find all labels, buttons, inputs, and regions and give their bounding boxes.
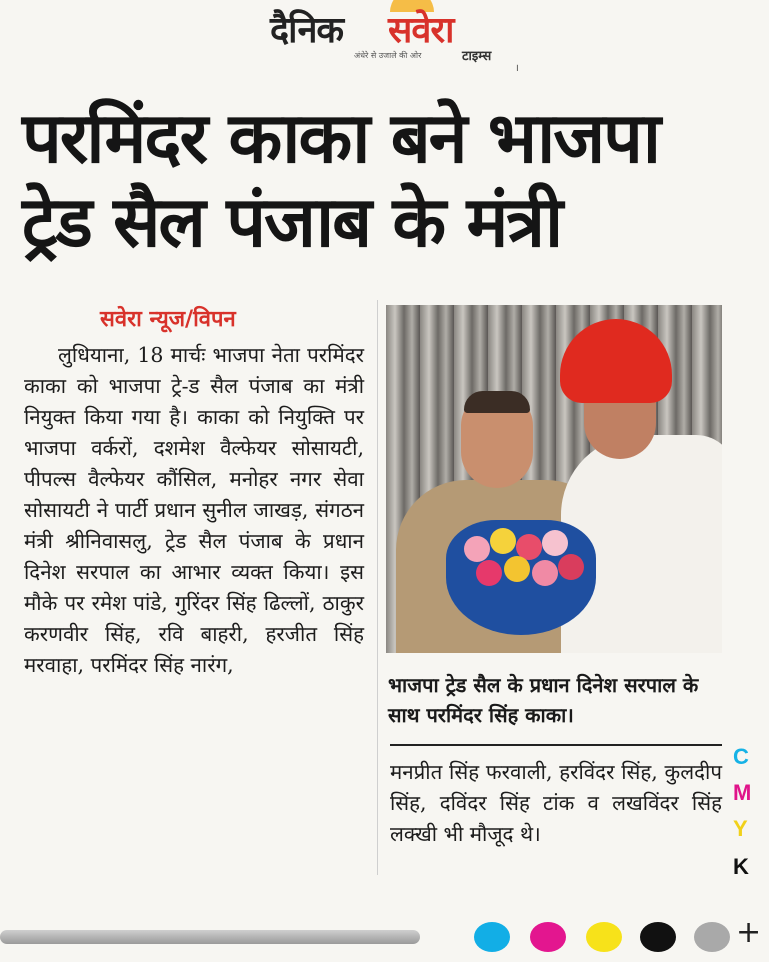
news-photo [386, 305, 722, 653]
grey-print-bar [0, 930, 420, 944]
flower-icon [558, 554, 584, 580]
photo-bouquet [446, 520, 596, 635]
article-paragraph-right: मनप्रीत सिंह फरवाली, हरविंदर सिंह, कुलदीप सिंह, दविंदर सिंह टांक व लखविंदर सिंह लक्खी भी मौजूद थे। [390, 760, 722, 846]
cmyk-mark-y: Y [733, 816, 748, 841]
column-divider [377, 300, 378, 875]
flower-icon [476, 560, 502, 586]
byline: सवेरा न्यूज/विपन [100, 307, 236, 332]
masthead-dainik: दैनिक [270, 10, 344, 51]
masthead-savera: सवेरा [388, 10, 454, 51]
cmyk-mark-m: M [733, 780, 752, 805]
masthead-times: टाइम्स [462, 49, 492, 64]
flower-icon [504, 556, 530, 582]
masthead-logo [262, 0, 532, 68]
flower-icon [542, 530, 568, 556]
yellow-dot-icon [586, 922, 622, 952]
black-dot-icon [640, 922, 676, 952]
headline-line-2: ट्रेड सैल पंजाब के मंत्री [22, 181, 562, 263]
flower-icon [490, 528, 516, 554]
grey-dot-icon [694, 922, 730, 952]
article-column-left [24, 340, 364, 681]
photo-caption: भाजपा ट्रेड सैल के प्रधान दिनेश सरपाल के साथ परमिंदर सिंह काका। [388, 673, 699, 727]
masthead-mark: । [515, 63, 519, 74]
magenta-dot-icon [530, 922, 566, 952]
photo-person-left-hair [464, 391, 530, 413]
cmyk-mark-c: C [733, 744, 749, 769]
cmyk-mark-k: K [733, 854, 749, 879]
registration-mark-icon: + [736, 915, 762, 950]
headline-line-1: परमिंदर काका बने भाजपा [22, 97, 660, 179]
masthead-tagline: अंधेरे से उजाले की ओर [354, 51, 422, 60]
caption-rule [390, 744, 722, 746]
article-paragraph-left: लुधियाना, 18 मार्चः भाजपा नेता परमिंदर काका को भाजपा ट्रे-ड सैल पंजाब का मंत्री नियुक्त किया गया है। काका को नियुक्ति पर भाजपा वर्करों, दशमेश वैल्फेयर सोसायटी, पीपल्स वैल्फेयर कौंसिल, मनोहर नगर सेवा सोसायटी ने पार्टी प्रधान सुनील जाखड़, संगठन मंत्री श्रीनिवासलु, ट्रेड सैल पंजाब के प्रधान दिनेश सरपाल का आभार व्यक्त किया। इस मौके पर रमेश पांडे, गुरिंदर सिंह ढिल्लों, ठाकुर करणवीर सिंह, रवि बाहरी, हरजीत सिंह मरवाहा, परमिंदर सिंह नारंग, [24, 343, 364, 677]
flower-icon [464, 536, 490, 562]
article-column-right [390, 757, 722, 850]
cyan-dot-icon [474, 922, 510, 952]
flower-icon [532, 560, 558, 586]
